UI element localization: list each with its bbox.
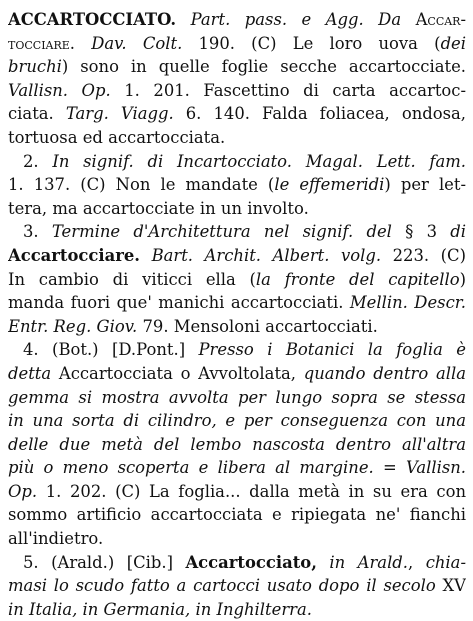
text-segment: ciata. bbox=[8, 104, 66, 124]
text-segment: 3. bbox=[23, 222, 52, 242]
text-segment: 1. 202. (C) La foglia... dalla metà in su era con bbox=[37, 481, 466, 501]
text-line bbox=[8, 126, 466, 150]
text-segment: tortuosa ed accartocciata. bbox=[8, 127, 226, 147]
text-line bbox=[8, 268, 466, 292]
text-segment: 190. (C) Le loro uova ( bbox=[182, 33, 441, 53]
text-line bbox=[8, 55, 466, 79]
text-segment: sommo artificio accartocciata e ripiegata ne' fianchi bbox=[8, 505, 466, 525]
text-line bbox=[8, 8, 466, 32]
text-line bbox=[8, 102, 466, 126]
text-segment: Accartocciato, bbox=[185, 552, 317, 572]
text-segment: in Arald. bbox=[329, 552, 409, 572]
text-line bbox=[8, 79, 466, 103]
text-segment bbox=[75, 34, 91, 53]
text-segment: Magal. Lett. fam. bbox=[305, 151, 466, 171]
text-line bbox=[8, 220, 466, 244]
text-line bbox=[8, 291, 466, 315]
text-line bbox=[8, 150, 466, 174]
text-segment: 6. 140. Falda foliacea, ondosa, bbox=[173, 104, 466, 124]
text-segment: all'indietro. bbox=[8, 529, 104, 549]
text-segment bbox=[176, 10, 190, 29]
text-line bbox=[8, 433, 466, 457]
text-segment: masi lo scudo fatto a cartocci usato dopo il secolo bbox=[8, 576, 436, 596]
text-segment: Vallisn. Op. bbox=[8, 80, 111, 100]
text-segment: Accartocciare. bbox=[8, 245, 141, 265]
text-segment: in una sorta di cilindro, e per conseguenza con una bbox=[8, 411, 466, 431]
text-line bbox=[8, 409, 466, 433]
text-segment: 1. 137. (C) Non le mandate ( bbox=[8, 175, 275, 195]
text-segment: Termine d'Architettura nel signif. del bbox=[51, 222, 392, 242]
text-segment: ) bbox=[459, 269, 466, 289]
text-segment: 223. (C) bbox=[381, 245, 466, 265]
text-line bbox=[8, 386, 466, 410]
text-segment: Vallisn. bbox=[405, 458, 466, 478]
text-segment: Part. pass. e Agg. Da bbox=[190, 10, 416, 29]
text-segment: manda fuori que' manichi accartocciati. bbox=[8, 293, 350, 313]
text-line bbox=[8, 551, 466, 575]
text-segment: ) per let- bbox=[384, 175, 466, 195]
text-line bbox=[8, 574, 466, 598]
text-segment: dei bbox=[440, 33, 466, 53]
text-segment: gemma si mostra avvolta per lungo sopra se stessa bbox=[8, 387, 466, 407]
text-line bbox=[8, 456, 466, 480]
text-line bbox=[8, 173, 466, 197]
text-segment: 79. Mensoloni accartocciati. bbox=[137, 316, 378, 336]
text-segment: Targ. Viagg. bbox=[65, 104, 174, 124]
text-line bbox=[8, 362, 466, 386]
text-segment: 2. bbox=[23, 151, 53, 171]
text-line bbox=[8, 503, 466, 527]
text-segment: 1. 201. Fascettino di carta accartoc- bbox=[110, 80, 466, 100]
text-segment: di bbox=[450, 222, 466, 242]
text-segment: In cambio di viticci ella ( bbox=[8, 269, 256, 289]
text-segment: ACCARTOCCIATO. bbox=[8, 10, 177, 29]
text-segment: in Italia, in Germania, in Inghilterra. bbox=[8, 599, 312, 619]
text-segment: Accartocciata o Avvoltolata, bbox=[51, 363, 304, 383]
text-segment bbox=[292, 152, 306, 171]
text-segment: Mellin. Descr. bbox=[349, 293, 466, 313]
text-segment: Bart. Archit. Albert. volg. bbox=[151, 245, 382, 265]
text-line bbox=[8, 527, 466, 551]
text-segment: , bbox=[408, 552, 426, 572]
text-line bbox=[8, 32, 466, 56]
text-line bbox=[8, 244, 466, 268]
text-segment: Op. bbox=[8, 481, 38, 501]
text-line bbox=[8, 598, 466, 621]
text-segment: = bbox=[373, 458, 406, 478]
text-segment: Accar- bbox=[415, 10, 466, 29]
text-segment bbox=[317, 553, 329, 572]
text-segment: bruchi bbox=[8, 57, 62, 77]
text-segment: In signif. di Incartocciato. bbox=[52, 151, 292, 171]
dictionary-entry bbox=[8, 8, 466, 621]
text-segment: XV bbox=[435, 576, 466, 596]
text-segment: tera, ma accartocciate in un involto. bbox=[8, 198, 309, 218]
text-segment: 4. (Bot.) [D.Pont.] bbox=[23, 340, 199, 360]
text-segment: la fronte del capitello bbox=[255, 269, 460, 289]
text-segment: 5. (Arald.) [Cib.] bbox=[23, 552, 186, 572]
text-segment: le effemeridi bbox=[274, 175, 385, 195]
text-segment: delle due metà del lembo nascosta dentro all'altra bbox=[8, 434, 466, 454]
text-segment: Presso i Botanici la foglia è bbox=[198, 340, 466, 360]
text-line bbox=[8, 480, 466, 504]
text-segment: quando dentro alla bbox=[303, 363, 466, 383]
text-segment: detta bbox=[8, 363, 52, 383]
text-segment: ) sono in quelle foglie secche accartocciate. bbox=[61, 57, 466, 77]
text-line bbox=[8, 315, 466, 339]
text-segment bbox=[140, 246, 152, 265]
text-segment: più o meno scoperta e libera al margine. bbox=[8, 458, 374, 478]
text-line bbox=[8, 197, 466, 221]
text-segment: tocciare. bbox=[8, 33, 75, 53]
text-segment: Entr. Reg. Giov. bbox=[8, 316, 138, 336]
text-segment: chia- bbox=[425, 552, 466, 572]
text-line bbox=[8, 338, 466, 362]
text-segment: § 3 bbox=[391, 222, 451, 242]
text-segment: Dav. Colt. bbox=[91, 33, 183, 53]
